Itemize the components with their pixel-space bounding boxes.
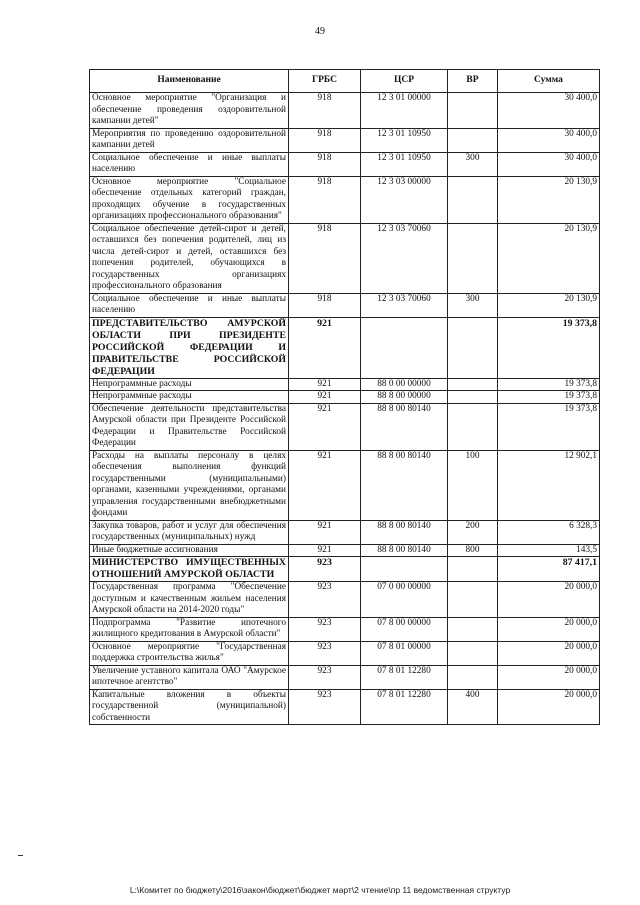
- cell-grbs: 923: [289, 582, 361, 618]
- cell-csr: 88 8 00 00000: [361, 391, 448, 404]
- cell-sum: 20 000,0: [498, 617, 600, 641]
- cell-vr: 200: [448, 520, 498, 544]
- cell-vr: [448, 128, 498, 152]
- column-header-sum: Сумма: [498, 70, 600, 93]
- cell-sum: 143,5: [498, 544, 600, 557]
- table-row: [90, 152, 600, 176]
- cell-csr: 12 3 01 00000: [361, 93, 448, 129]
- cell-sum: 20 130,9: [498, 293, 600, 317]
- cell-sum: 19 373,8: [498, 317, 600, 378]
- table-row: [90, 450, 600, 520]
- cell-grbs: 921: [289, 378, 361, 391]
- cell-grbs: 921: [289, 520, 361, 544]
- cell-grbs: 923: [289, 557, 361, 582]
- cell-grbs: 921: [289, 391, 361, 404]
- cell-sum: 87 417,1: [498, 557, 600, 582]
- footer-rule: [18, 855, 23, 856]
- cell-sum: 20 130,9: [498, 176, 600, 223]
- cell-grbs: 918: [289, 293, 361, 317]
- cell-csr: 07 8 00 00000: [361, 617, 448, 641]
- cell-grbs: 923: [289, 665, 361, 689]
- table-row: [90, 582, 600, 618]
- cell-name: ПРЕДСТАВИТЕЛЬСТВО АМУРСКОЙ ОБЛАСТИ ПРИ ПРЕЗИДЕНТЕ РОССИЙСКОЙ ФЕДЕРАЦИИ И ПРАВИТЕЛЬСТВЕ РОССИЙСКОЙ ФЕДЕРАЦИИ: [90, 317, 289, 378]
- cell-grbs: 921: [289, 450, 361, 520]
- cell-name: Обеспечение деятельности представительства Амурской области при Президенте Российской Федерации и Правительстве Российской Федерации: [90, 403, 289, 450]
- table-row: [90, 223, 600, 293]
- cell-name: Непрограммные расходы: [90, 378, 289, 391]
- cell-sum: 19 373,8: [498, 403, 600, 450]
- cell-vr: 400: [448, 689, 498, 725]
- table-row: [90, 317, 600, 378]
- cell-name: МИНИСТЕРСТВО ИМУЩЕСТВЕННЫХ ОТНОШЕНИЙ АМУРСКОЙ ОБЛАСТИ: [90, 557, 289, 582]
- table-row: [90, 665, 600, 689]
- cell-grbs: 918: [289, 128, 361, 152]
- cell-vr: [448, 391, 498, 404]
- cell-name: Основное мероприятие "Организация и обеспечение проведения оздоровительной кампании детей": [90, 93, 289, 129]
- cell-csr: 07 0 00 00000: [361, 582, 448, 618]
- column-header-vr: ВР: [448, 70, 498, 93]
- cell-csr: 12 3 03 70060: [361, 223, 448, 293]
- table-row: [90, 176, 600, 223]
- cell-grbs: 923: [289, 689, 361, 725]
- cell-name: Расходы на выплаты персоналу в целях обеспечения выполнения функций государственными (муниципальными) органами, казенными учреждениями, органами управления государственными внебюджетными фондами: [90, 450, 289, 520]
- column-header-csr: ЦСР: [361, 70, 448, 93]
- cell-vr: [448, 582, 498, 618]
- cell-name: Закупка товаров, работ и услуг для обеспечения государственных (муниципальных) нужд: [90, 520, 289, 544]
- cell-vr: [448, 617, 498, 641]
- cell-vr: [448, 665, 498, 689]
- cell-vr: [448, 641, 498, 665]
- table-body: [90, 93, 600, 725]
- cell-grbs: 918: [289, 223, 361, 293]
- cell-csr: 88 8 00 80140: [361, 403, 448, 450]
- cell-csr: 07 8 01 00000: [361, 641, 448, 665]
- table-row: [90, 93, 600, 129]
- cell-csr: 12 3 03 00000: [361, 176, 448, 223]
- cell-sum: 30 400,0: [498, 128, 600, 152]
- cell-vr: [448, 557, 498, 582]
- cell-csr: 12 3 01 10950: [361, 128, 448, 152]
- cell-grbs: 921: [289, 544, 361, 557]
- table-row: [90, 641, 600, 665]
- table-row: [90, 391, 600, 404]
- table-row: [90, 403, 600, 450]
- page-number: 49: [315, 26, 325, 37]
- cell-vr: [448, 378, 498, 391]
- cell-name: Увеличение уставного капитала ОАО "Амурское ипотечное агентство": [90, 665, 289, 689]
- cell-vr: 300: [448, 293, 498, 317]
- cell-sum: 12 902,1: [498, 450, 600, 520]
- cell-csr: 88 8 00 80140: [361, 520, 448, 544]
- cell-vr: 800: [448, 544, 498, 557]
- cell-sum: 30 400,0: [498, 152, 600, 176]
- cell-name: Социальное обеспечение детей-сирот и детей, оставшихся без попечения родителей, лиц из числа детей-сирот и детей, оставшихся без попечения родителей, обучающихся в государственных организациях профессионального образования: [90, 223, 289, 293]
- table-row: [90, 128, 600, 152]
- cell-grbs: 921: [289, 403, 361, 450]
- table-row: [90, 689, 600, 725]
- table-row: [90, 293, 600, 317]
- budget-table: [89, 69, 600, 725]
- cell-vr: [448, 223, 498, 293]
- cell-grbs: 918: [289, 152, 361, 176]
- cell-csr: 12 3 03 70060: [361, 293, 448, 317]
- cell-sum: 19 373,8: [498, 391, 600, 404]
- cell-vr: 100: [448, 450, 498, 520]
- cell-vr: [448, 93, 498, 129]
- cell-name: Непрограммные расходы: [90, 391, 289, 404]
- cell-vr: [448, 317, 498, 378]
- cell-csr: [361, 557, 448, 582]
- table-header-row: [90, 70, 600, 93]
- cell-grbs: 923: [289, 617, 361, 641]
- table-row: [90, 617, 600, 641]
- table-row: [90, 520, 600, 544]
- cell-name: Основное мероприятие "Социальное обеспечение отдельных категорий граждан, проходящих обучение в государственных организациях профессионального образования": [90, 176, 289, 223]
- cell-sum: 6 328,3: [498, 520, 600, 544]
- cell-name: Капитальные вложения в объекты государственной (муниципальной) собственности: [90, 689, 289, 725]
- cell-name: Иные бюджетные ассигнования: [90, 544, 289, 557]
- cell-csr: 12 3 01 10950: [361, 152, 448, 176]
- column-header-grbs: ГРБС: [289, 70, 361, 93]
- cell-csr: [361, 317, 448, 378]
- cell-vr: [448, 176, 498, 223]
- cell-name: Государственная программа "Обеспечение доступным и качественным жильем населения Амурской области на 2014-2020 годы": [90, 582, 289, 618]
- cell-name: Подпрограмма "Развитие ипотечного жилищного кредитования в Амурской области": [90, 617, 289, 641]
- cell-name: Мероприятия по проведению оздоровительной кампании детей: [90, 128, 289, 152]
- cell-csr: 07 8 01 12280: [361, 689, 448, 725]
- footer-file-path: L:\Комитет по бюджету\2016\закон\бюджет\бюджет март\2 чтение\пр 11 ведомственная структур: [129, 885, 511, 895]
- cell-grbs: 918: [289, 176, 361, 223]
- cell-vr: [448, 403, 498, 450]
- cell-sum: 30 400,0: [498, 93, 600, 129]
- table-row: [90, 557, 600, 582]
- cell-grbs: 923: [289, 641, 361, 665]
- cell-sum: 20 000,0: [498, 689, 600, 725]
- table-row: [90, 378, 600, 391]
- cell-csr: 88 8 00 80140: [361, 450, 448, 520]
- table-row: [90, 544, 600, 557]
- cell-csr: 07 8 01 12280: [361, 665, 448, 689]
- cell-name: Социальное обеспечение и иные выплаты населению: [90, 293, 289, 317]
- cell-name: Основное мероприятие "Государственная поддержка строительства жилья": [90, 641, 289, 665]
- column-header-name: Наименование: [90, 70, 289, 93]
- cell-sum: 19 373,8: [498, 378, 600, 391]
- cell-grbs: 918: [289, 93, 361, 129]
- cell-name: Социальное обеспечение и иные выплаты населению: [90, 152, 289, 176]
- cell-sum: 20 000,0: [498, 641, 600, 665]
- cell-sum: 20 000,0: [498, 582, 600, 618]
- cell-csr: 88 0 00 00000: [361, 378, 448, 391]
- cell-sum: 20 130,9: [498, 223, 600, 293]
- cell-sum: 20 000,0: [498, 665, 600, 689]
- cell-grbs: 921: [289, 317, 361, 378]
- cell-vr: 300: [448, 152, 498, 176]
- cell-csr: 88 8 00 80140: [361, 544, 448, 557]
